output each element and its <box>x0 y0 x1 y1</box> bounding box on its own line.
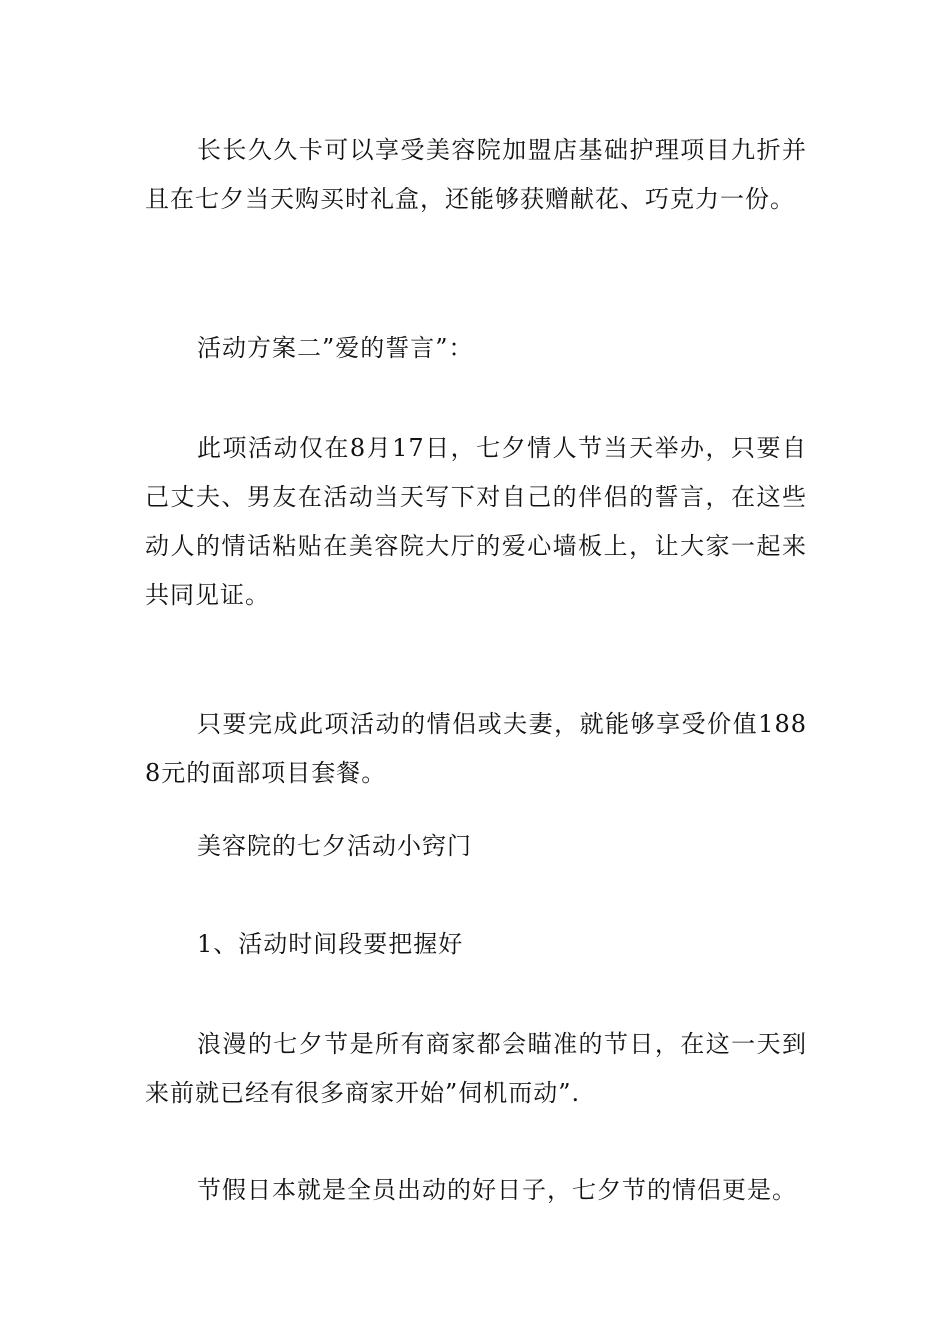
paragraph-vow-activity: 此项活动仅在8月17日，七夕情人节当天举办，只要自己丈夫、男友在活动当天写下对自己的伴侣的誓言，在这些动人的情话粘贴在美容院大厅的爱心墙板上，让大家一起来共同见证。 <box>145 434 807 609</box>
paragraph-card-offer: 长长久久卡可以享受美容院加盟店基础护理项目九折并且在七夕当天购买时礼盒，还能够获赠献花、巧克力一份。 <box>145 136 807 213</box>
paragraph-tip-1-body: 浪漫的七夕节是所有商家都会瞄准的节日，在这一天到来前就已经有很多商家开始”伺机而动”. <box>145 1030 807 1107</box>
paragraph-reward: 只要完成此项活动的情侣或夫妻，就能够享受价值1888元的面部项目套餐。 <box>145 710 807 787</box>
section-heading-tips: 美容院的七夕活动小窍门 <box>197 832 472 860</box>
tip-heading-1: 1、活动时间段要把握好 <box>197 930 464 958</box>
paragraph-holiday-note: 节假日本就是全员出动的好日子，七夕节的情侣更是。 <box>197 1176 797 1204</box>
paragraph-plan-two-heading: 活动方案二”爱的誓言”： <box>197 334 474 362</box>
